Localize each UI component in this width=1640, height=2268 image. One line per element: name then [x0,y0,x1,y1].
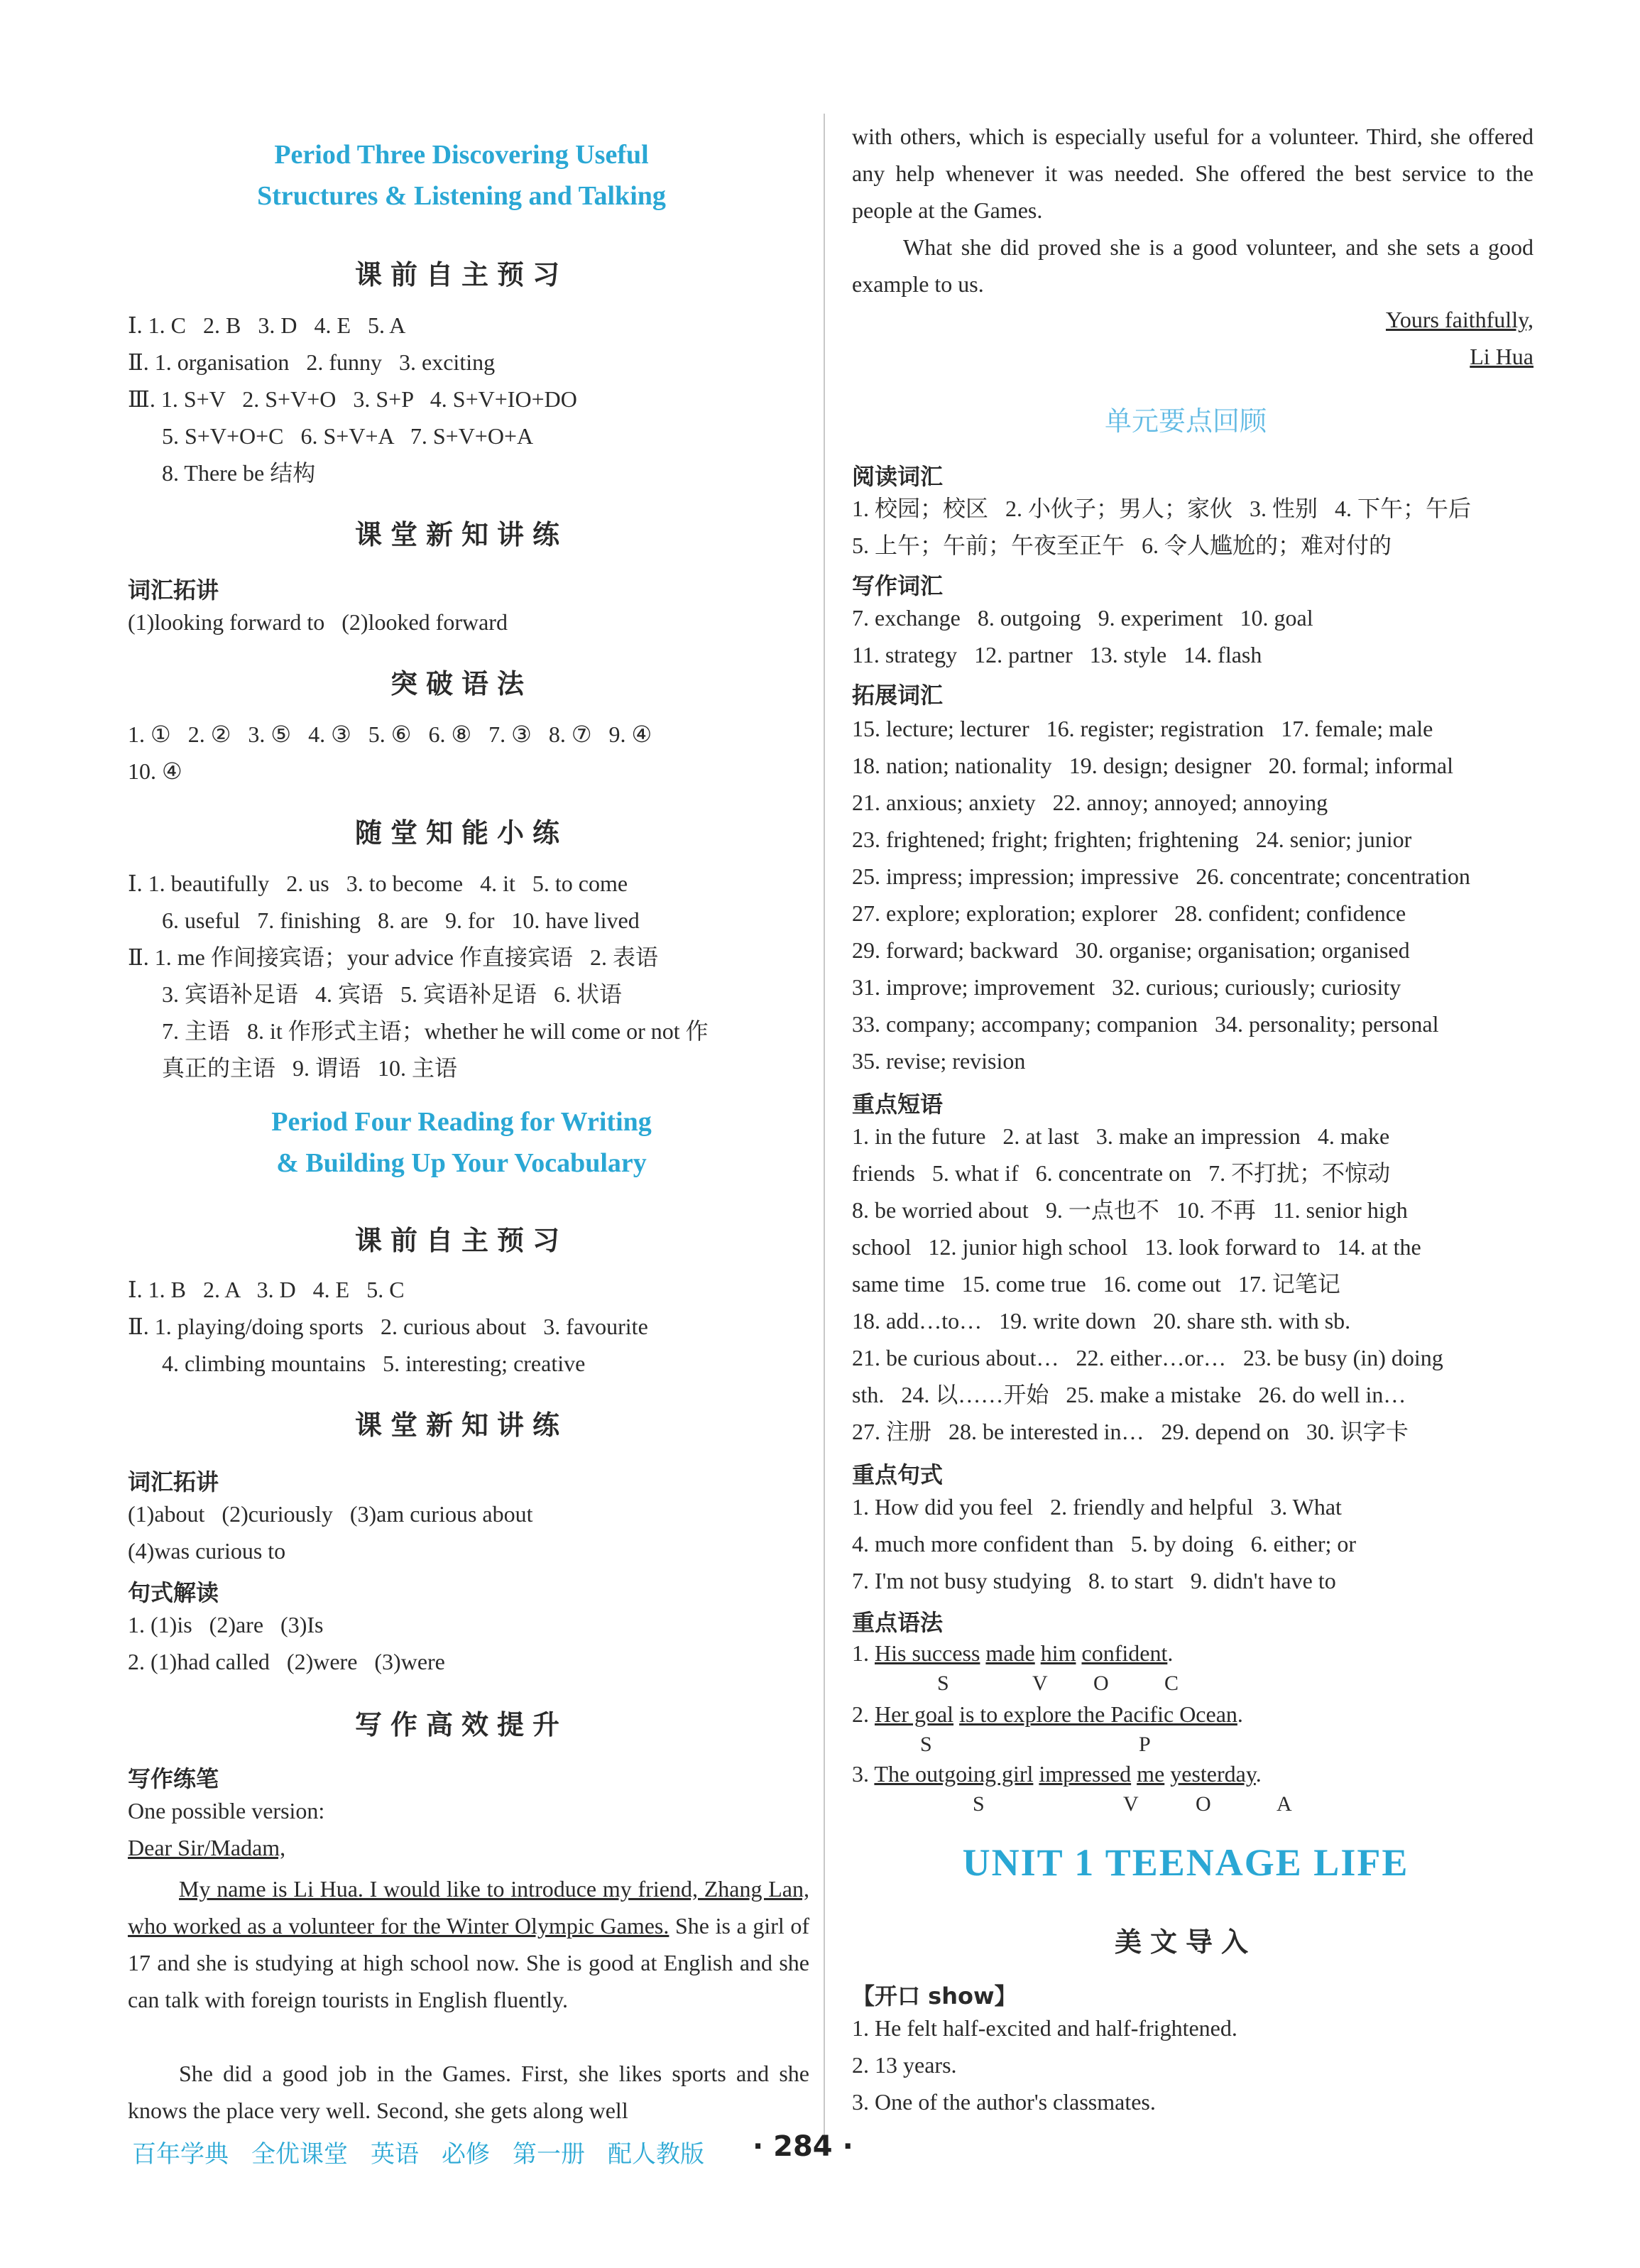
answer-line: (4)was curious to [128,1538,286,1564]
answer-line: 11. strategy 12. partner 13. style 14. flash [852,642,1262,667]
answer-line: 33. company; accompany; companion 34. personality; personal [852,1011,1439,1037]
letter-signature: Li Hua [1470,344,1534,369]
answer-line: 2. (1)had called (2)were (3)were [128,1649,445,1674]
answer-line: 1. (1)is (2)are (3)Is [128,1612,324,1637]
sub-heading-sentence: 句式解读 [128,1579,219,1606]
sub-heading-writing-practice: 写作练笔 [128,1765,219,1792]
sub-heading-phrases: 重点短语 [852,1091,944,1118]
page-number [753,2130,853,2163]
answer-line: 1. He felt half-excited and half-frightened. [852,2015,1237,2041]
sub-heading-grammar: 重点语法 [852,1609,944,1636]
verb-phrase: made [985,1640,1035,1666]
answer-line: Ⅰ. 1. B 2. A 3. D 4. E 5. C [128,1277,405,1302]
answer-line: 27. 注册 28. be interested in… 29. depend on 30. 识字卡 [852,1419,1409,1444]
letter-closing: Yours faithfully, [1385,307,1534,332]
answer-line: 18. nation; nationality 19. design; designer 20. formal; informal [852,753,1453,778]
period: . [1167,1640,1174,1666]
grammar-sentence-1 [852,1640,1173,1667]
letter-paragraph-2: She did a good job in the Games. First, she likes sports and she knows the place very well. Second, she gets along well [128,2061,809,2123]
sub-heading-show: 【开口 show】 [852,1983,1017,2010]
answer-line: 18. add…to… 19. write down 20. share sth. with sb. [852,1308,1351,1334]
label-o: O [1093,1672,1109,1695]
footer-item: 百年学典 [132,2140,229,2169]
answer-line: 8. be worried about 9. 一点也不 10. 不再 11. senior high [852,1197,1408,1223]
verb-phrase: impressed [1039,1761,1132,1787]
sub-heading-writing-vocab: 写作词汇 [852,572,944,599]
object-phrase: him [1040,1640,1076,1666]
answer-line: 21. be curious about… 22. either…or… 23. be busy (in) doing [852,1345,1443,1370]
period: . [1255,1761,1262,1787]
section-heading-intro: 美文导入 [1114,1926,1257,1958]
label-v: V [1032,1672,1048,1695]
period-three-title-line2: Structures & Listening and Talking [257,181,666,211]
footer-item: 全优课堂 [251,2140,348,2169]
answer-line: 21. anxious; anxiety 22. annoy; annoyed; annoying [852,790,1328,815]
bullet: · [842,2130,853,2163]
letter-salutation: Dear Sir/Madam, [128,1835,286,1860]
label-v: V [1123,1792,1139,1816]
answer-line: 5. 上午；午前；午夜至正午 6. 令人尴尬的；难对付的 [852,533,1392,558]
answer-line: same time 15. come true 16. come out 17. 记笔记 [852,1271,1340,1297]
answer-line: 23. frightened; fright; frighten; frightening 24. senior; junior [852,827,1412,852]
grammar-sentence-3 [852,1761,1262,1787]
answer-line: Ⅱ. 1. playing/doing sports 2. curious about 3. favourite [128,1314,648,1339]
answer-line: 1. ① 2. ② 3. ⑤ 4. ③ 5. ⑥ 6. ⑧ 7. ③ 8. ⑦ 9. ④ [128,721,652,747]
period: . [1237,1701,1243,1727]
label-s: S [973,1792,985,1816]
answer-line: 2. 13 years. [852,2052,957,2078]
bullet: · [753,2130,764,2163]
item-number: 1. [852,1640,869,1666]
answer-line: 27. explore; exploration; explorer 28. confident; confidence [852,900,1406,926]
answer-line: 7. I'm not busy studying 8. to start 9. didn't have to [852,1568,1336,1593]
label-c: C [1164,1672,1179,1695]
label-s: S [937,1672,949,1695]
label-s: S [920,1733,932,1756]
sub-heading-extended-vocab: 拓展词汇 [852,682,944,709]
letter-paragraph-1 [128,1870,809,2018]
answer-line: sth. 24. 以……开始 25. make a mistake 26. do well in… [852,1382,1406,1407]
answer-line: (1)looking forward to (2)looked forward [128,609,508,635]
answer-line: 7. 主语 8. it 作形式主语；whether he will come or not 作 [162,1018,709,1044]
footer-book-info [132,2135,727,2169]
section-heading-grammar: 突破语法 [390,668,532,699]
complement-phrase: confident [1081,1640,1168,1666]
answer-line: 1. in the future 2. at last 3. make an impression 4. make [852,1123,1390,1149]
section-heading-new-knowledge: 课堂新知讲练 [354,1410,568,1441]
answer-line: friends 5. what if 6. concentrate on 7. 不打扰；不惊动 [852,1160,1391,1186]
footer-item: 配人教版 [608,2140,704,2169]
letter-paragraph-1-underlined: My name is Li Hua. I would like to introduce my friend, Zhang Lan, who worked as a volunteer for the Winter Olympic Games. [128,1876,809,1939]
answer-line: 5. S+V+O+C 6. S+V+A 7. S+V+O+A [162,423,534,449]
unit-review-heading: 单元要点回顾 [1104,405,1267,437]
page-number-value: 284 [773,2130,833,2163]
subject-phrase: Her goal [875,1701,954,1727]
letter-paragraph-2-continued: with others, which is especially useful for a volunteer. Third, she offered any help whenever it was needed. She offered the best service to the people at the Games. [852,124,1534,223]
answer-line: Ⅰ. 1. beautifully 2. us 3. to become 4. it 5. to come [128,871,628,896]
period-four-title-line2: & Building Up Your Vocabulary [276,1148,647,1178]
label-p: P [1139,1733,1151,1756]
section-heading-practice: 随堂知能小练 [354,817,568,849]
answer-line: 3. One of the author's classmates. [852,2089,1156,2115]
section-heading-writing: 写作高效提升 [354,1709,568,1740]
grammar-sentence-2 [852,1701,1243,1728]
answer-line: 6. useful 7. finishing 8. are 9. for 10. have lived [162,907,640,933]
answer-line: 25. impress; impression; impressive 26. concentrate; concentration [852,863,1470,889]
answer-line: Ⅱ. 1. organisation 2. funny 3. exciting [128,349,496,375]
sub-heading-reading-vocab: 阅读词汇 [852,463,944,490]
section-heading-preview: 课前自主预习 [354,259,568,290]
answer-line: 29. forward; backward 30. organise; organisation; organised [852,937,1410,963]
answer-line: 1. How did you feel 2. friendly and helpful 3. What [852,1494,1342,1520]
section-heading-preview: 课前自主预习 [354,1225,568,1256]
footer-item: 英语 [371,2140,419,2169]
answer-line: (1)about (2)curiously (3)am curious about [128,1501,533,1527]
answer-line: 1. 校园；校区 2. 小伙子；男人；家伙 3. 性别 4. 下午；午后 [852,496,1472,521]
answer-line: Ⅱ. 1. me 作间接宾语；your advice 作直接宾语 2. 表语 [128,944,659,970]
letter-paragraph-3: What she did proved she is a good volunteer, and she sets a good example to us. [852,234,1534,297]
footer-item: 必修 [442,2140,490,2169]
footer-item: 第一册 [513,2140,585,2169]
section-heading-new-knowledge: 课堂新知讲练 [354,519,568,550]
answer-line: 7. exchange 8. outgoing 9. experiment 10. goal [852,605,1313,631]
period-three-title-line1: Period Three Discovering Useful [274,140,649,170]
letter-paragraph-1-rest: She is a girl of 17 and she is studying at high school now. She is good at English and she can talk with foreign tourists in English fluently. [128,1913,810,2012]
answer-line: Ⅰ. 1. C 2. B 3. D 4. E 5. A [128,312,406,338]
label-a: A [1277,1792,1292,1816]
sub-heading-vocab: 词汇拓讲 [128,1468,219,1495]
object-phrase: me [1137,1761,1165,1787]
answer-line: 35. revise; revision [852,1048,1026,1074]
answer-line: 4. much more confident than 5. by doing 6. either; or [852,1531,1357,1556]
item-number: 2. [852,1701,869,1727]
answer-line: 10. ④ [128,758,182,784]
answer-line: 31. improve; improvement 32. curious; curiously; curiosity [852,974,1401,1000]
period-four-title-line1: Period Four Reading for Writing [271,1107,652,1137]
answer-line: Ⅲ. 1. S+V 2. S+V+O 3. S+P 4. S+V+IO+DO [128,386,577,412]
answer-line: 8. There be 结构 [162,460,316,486]
unit-title: UNIT 1 TEENAGE LIFE [962,1841,1409,1884]
subject-phrase: The outgoing girl [874,1761,1034,1787]
predicate-phrase: is to explore the Pacific Ocean [959,1701,1237,1727]
item-number: 3. [852,1761,869,1787]
sub-heading-sentences: 重点句式 [852,1461,944,1488]
adverbial-phrase: yesterday [1170,1761,1256,1787]
writing-intro: One possible version: [128,1798,325,1823]
answer-line: 4. climbing mountains 5. interesting; creative [162,1351,586,1376]
sub-heading-vocab: 词汇拓讲 [128,577,219,604]
subject-phrase: His success [875,1640,980,1666]
column-divider [824,114,825,2152]
answer-line: 3. 宾语补足语 4. 宾语 5. 宾语补足语 6. 状语 [162,981,623,1007]
answer-line: 15. lecture; lecturer 16. register; registration 17. female; male [852,716,1433,741]
answer-line: school 12. junior high school 13. look forward to 14. at the [852,1234,1421,1260]
answer-line: 真正的主语 9. 谓语 10. 主语 [162,1055,458,1081]
label-o: O [1196,1792,1211,1816]
